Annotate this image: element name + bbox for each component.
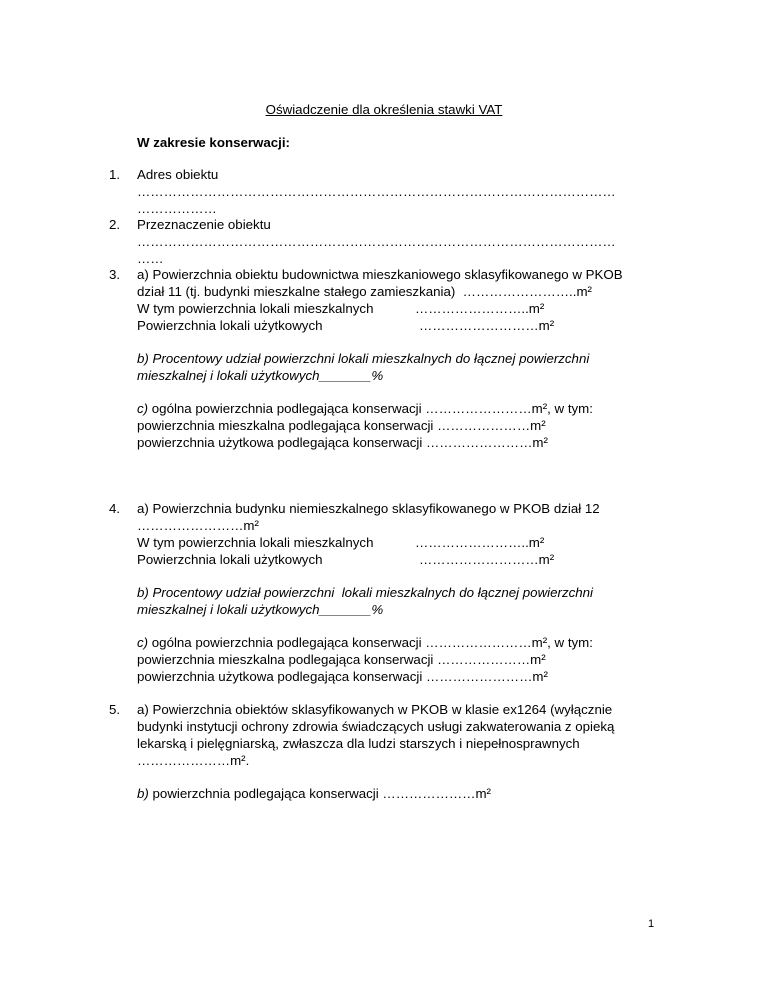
- item-2-label: Przeznaczenie obiektu: [137, 217, 271, 232]
- item-3-c-line-3: powierzchnia użytkowa podlegająca konserwacji ……………………m²: [137, 435, 548, 450]
- item-1-blank-line-cont: ………………: [137, 201, 217, 216]
- item-4-b-text: mieszkalnej i lokali użytkowych: [137, 602, 320, 617]
- item-5-b-prefix: b): [137, 786, 149, 801]
- item-4-a-line-2: ……………………m²: [137, 518, 259, 533]
- item-4-c-prefix: c): [137, 635, 149, 650]
- item-4-c-line-2: powierzchnia mieszkalna podlegająca konserwacji …………………m²: [137, 652, 546, 667]
- item-2-number: 2.: [109, 217, 121, 232]
- item-5-b-text: powierzchnia podlegająca konserwacji …………………m²: [148, 786, 491, 801]
- page-number: 1: [648, 918, 655, 930]
- item-4-number: 4.: [109, 501, 121, 516]
- item-2-blank-line: ………………………………………………………………………………………………: [137, 234, 616, 249]
- item-1-blank-line: ………………………………………………………………………………………………: [137, 184, 616, 199]
- item-4-c-text: ogólna powierzchnia podlegająca konserwacji ……………………m², w tym:: [148, 635, 593, 650]
- item-3-b-text: mieszkalnej i lokali użytkowych: [137, 368, 320, 383]
- item-1-label: Adres obiektu: [137, 167, 219, 182]
- item-3-utility-value: ………………………m²: [419, 318, 555, 333]
- item-3-residential-label: W tym powierzchnia lokali mieszkalnych: [137, 301, 374, 316]
- item-4-c-line-1: [137, 634, 593, 651]
- item-3-b-line-1: b) Procentowy udział powierzchni lokali mieszkalnych do łącznej powierzchni: [137, 351, 590, 366]
- item-3-a-line-1: a) Powierzchnia obiektu budownictwa mieszkaniowego sklasyfikowanego w PKOB: [137, 267, 623, 282]
- item-5-a-line-4: …………………m².: [137, 753, 250, 768]
- item-3-c-prefix: c): [137, 401, 149, 416]
- item-3-b-percent: %: [371, 368, 384, 383]
- section-heading: W zakresie konserwacji:: [137, 135, 290, 150]
- item-3-c-line-2: powierzchnia mieszkalna podlegająca konserwacji …………………m²: [137, 418, 546, 433]
- item-4-b-percent: %: [371, 602, 384, 617]
- item-3-b-blank: _______: [319, 368, 372, 383]
- item-5-number: 5.: [109, 702, 121, 717]
- item-4-utility-label: Powierzchnia lokali użytkowych: [137, 552, 323, 567]
- item-1-number: 1.: [109, 167, 121, 182]
- item-3-c-text: ogólna powierzchnia podlegająca konserwacji ……………………m², w tym:: [148, 401, 593, 416]
- item-4-utility-value: ………………………m²: [419, 552, 555, 567]
- item-5-b-line-1: [137, 785, 491, 802]
- item-4-residential-value: ……………………..m²: [415, 535, 545, 550]
- item-3-a-line-2: dział 11 (tj. budynki mieszkalne stałego zamieszkania) ……………………..m²: [137, 284, 592, 299]
- item-4-b-line-2: [137, 601, 383, 618]
- item-2-blank-line-cont: ……: [137, 251, 164, 266]
- item-3-c-line-1: [137, 400, 593, 417]
- item-5-a-line-2: budynki instytucji ochrony zdrowia świadczących usługi zakwaterowania z opieką: [137, 719, 615, 734]
- item-4-b-line-1: b) Procentowy udział powierzchni lokali mieszkalnych do łącznej powierzchni: [137, 585, 593, 600]
- item-3-b-line-2: [137, 367, 383, 384]
- item-3-number: 3.: [109, 267, 121, 282]
- item-4-b-blank: _______: [319, 602, 372, 617]
- item-4-c-line-3: powierzchnia użytkowa podlegająca konserwacji ……………………m²: [137, 669, 548, 684]
- item-3-residential-value: ……………………..m²: [415, 301, 545, 316]
- item-3-utility-label: Powierzchnia lokali użytkowych: [137, 318, 323, 333]
- item-5-a-line-3: lekarską i pielęgniarską, zwłaszcza dla ludzi starszych i niepełnosprawnych: [137, 736, 580, 751]
- document-title: Oświadczenie dla określenia stawki VAT: [265, 102, 503, 117]
- item-4-residential-label: W tym powierzchnia lokali mieszkalnych: [137, 535, 374, 550]
- item-5-a-line-1: a) Powierzchnia obiektów sklasyfikowanych w PKOB w klasie ex1264 (wyłącznie: [137, 702, 613, 717]
- item-4-a-line-1: a) Powierzchnia budynku niemieszkalnego sklasyfikowanego w PKOB dział 12: [137, 501, 600, 516]
